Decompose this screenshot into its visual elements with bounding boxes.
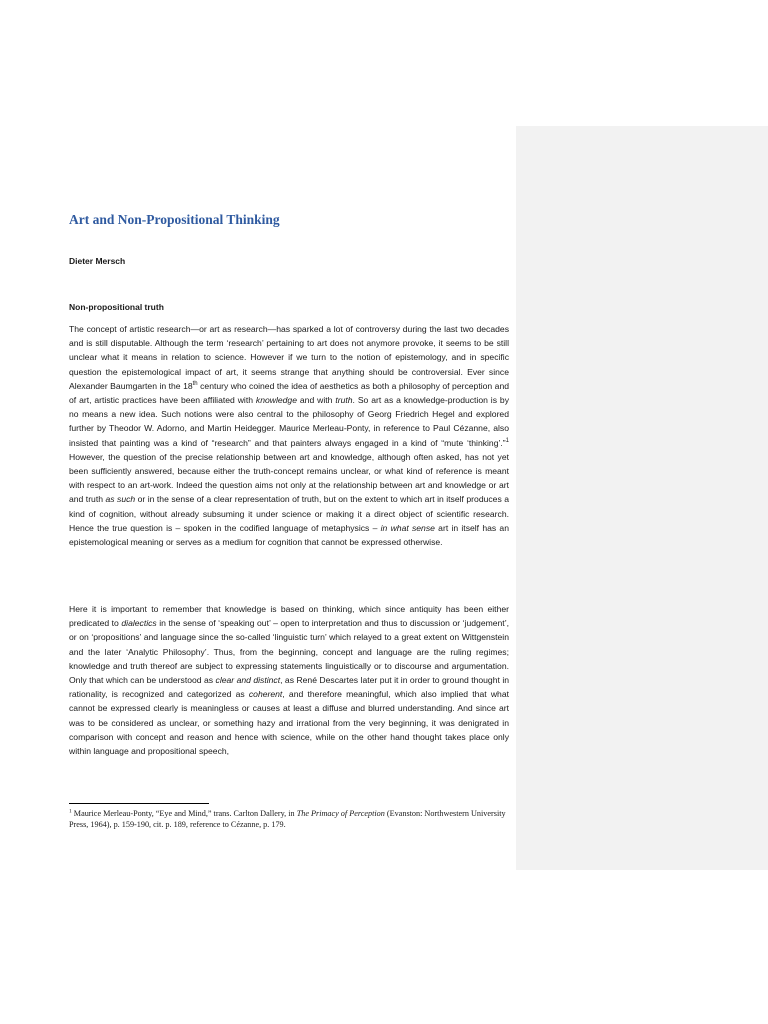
text-run: Here it is important to remember that knowledge is based on thinking, which since antiquity has been either predicated to: [69, 604, 509, 629]
text-run: or in the sense of a clear representation of truth, but on the extent to which art in itself produces a kind of cognition, without already subsuming it under science or making it a direct object of scientific research. Hence the true question is – spoken in the codified language of metaphysics –: [69, 494, 510, 533]
emphasis: as such: [105, 494, 136, 505]
text-run: , as René Descartes later put it in order to ground thought in rationality, is recognized and categorized as: [69, 675, 510, 700]
text-run: . So art as a knowledge-production is by no means a new idea. Such notions were also central to the philosophy of Georg Friedrich Hegel and explored further by Theodor W. Adorno, and Martin Heidegger. Maurice Merleau-Ponty, in reference to Paul Cézanne, also insisted that painting was a kind of “research” and that painters always engaged in a kind of “mute ‘thinking’.”: [69, 395, 509, 448]
footnote-reference[interactable]: 1: [505, 437, 509, 444]
text-run: and with: [297, 395, 336, 406]
emphasis: The Primacy of Perception: [296, 809, 385, 818]
text-run: The concept of artistic research—or art as research—has sparked a lot of controversy during the last two decades and is still disputable. Although the term ‘research’ pertaining to art does not anymore provoke, it seems to be still unclear what it means in relation to science. However if we turn to the notion of epistemology, and in specific question the epistemological impact of art, it seems strange that anything should be controversial. Ever since Alexander Baumgarten in the 18: [69, 324, 509, 391]
emphasis: in what sense: [380, 522, 435, 533]
section-heading: Non-propositional truth: [69, 302, 164, 312]
text-run: Maurice Merleau-Ponty, “Eye and Mind,” trans. Carlton Dallery, in: [71, 809, 297, 818]
paragraph-1: [69, 322, 509, 549]
text-run: (Evanston: Northwestern University Press, 1964), p. 159-190, cit. p. 189, reference to Cézanne, p. 179.: [69, 809, 506, 829]
emphasis: dialectics: [121, 618, 157, 629]
emphasis: truth: [335, 395, 353, 406]
document-title: Art and Non-Propositional Thinking: [69, 212, 280, 227]
emphasis: clear and distinct: [215, 675, 281, 686]
emphasis: knowledge: [255, 395, 297, 406]
footnote-marker: 1: [69, 808, 72, 815]
superscript: th: [192, 380, 198, 387]
emphasis: coherent: [248, 689, 283, 700]
author-name: Dieter Mersch: [69, 256, 126, 266]
text-run: in the sense of ‘speaking out’ – open to interpretation and thus to discussion or ‘judgement’, or on ‘propositions’ and language since the so-called ‘linguistic turn’ which relayed to a great extent on Wittgenstein and the later ‘Analytic Philosophy’. Thus, from the beginning, concept and language are the ruling regimes; knowledge and truth thereof are subject to expressing statements linguistically or to discourse and argumentation. Only that which can be understood as: [69, 618, 509, 686]
comment-pane: [516, 126, 768, 870]
text-run: , and therefore meaningful, which also implied that what cannot be expressed clearly is meaningless or causes at least a diffuse and blurred understanding. And since art was to be considered as unclear, or something hazy and irrational from the very beginning, it was denigrated in comparison with concept and reason and hence with science, while on the other hand thought takes place only within language and propositional speech,: [69, 689, 509, 757]
text-run: art in itself has an epistemological meaning or serves as a medium for cognition that cannot be expressed otherwise.: [69, 522, 509, 548]
text-run: century who coined the idea of aesthetics as both a philosophy of perception and of art, artistic practices have been affiliated with: [69, 380, 510, 406]
footnote-separator: [69, 803, 209, 804]
paragraph-2: [69, 602, 509, 758]
text-run: However, the question of the precise relationship between art and knowledge, although often asked, has not yet been sufficiently answered, because either the truth-concept remains unclear, or what kind of reference is meant with respect to an art-work. Indeed the question aims not only at the relationship between art and knowledge or art and truth: [69, 451, 509, 505]
footnote: [69, 808, 509, 830]
